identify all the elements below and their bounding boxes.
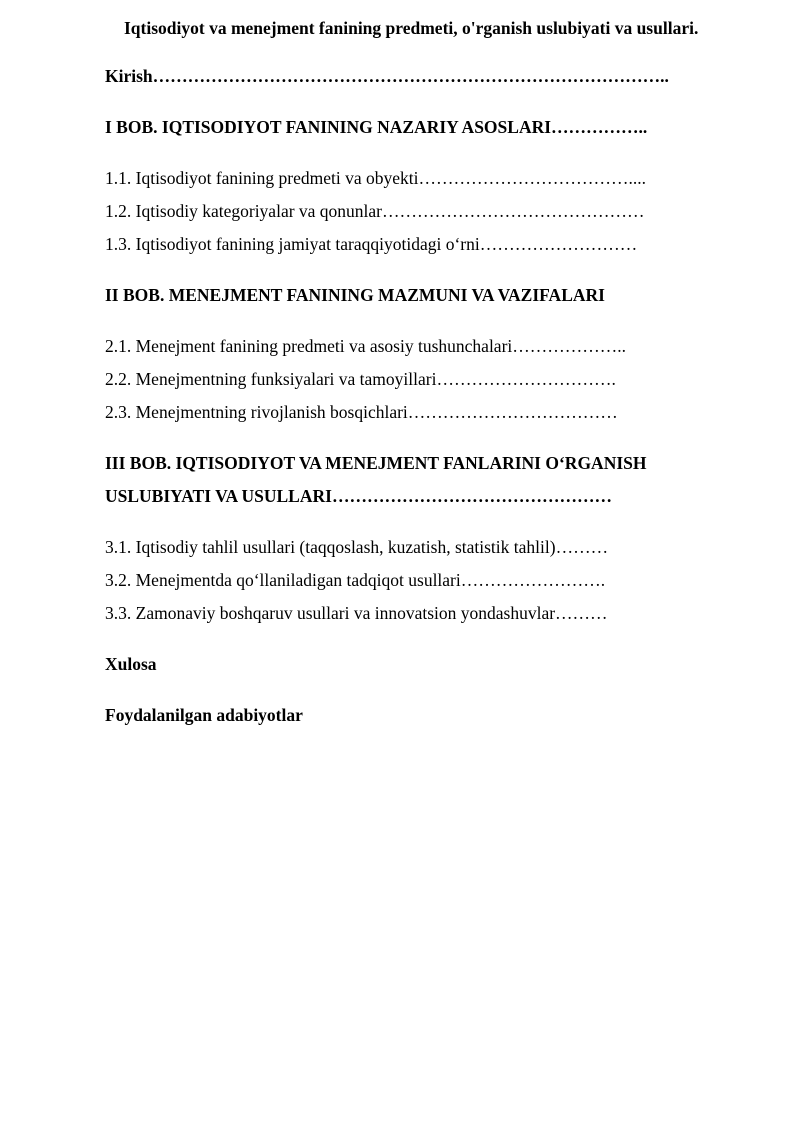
chapter-2-heading: II BOB. MENEJMENT FANINING MAZMUNI VA VAZIFALARI [105,285,605,305]
spacer [105,312,745,330]
spacer [105,261,745,279]
toc-item: 1.2. Iqtisodiy kategoriyalar va qonunlar……………………………………… [105,201,645,221]
toc-item: 2.1. Menejment fanining predmeti va asosiy tushunchalari……………….. [105,336,627,356]
spacer [105,513,745,531]
toc-item: 2.3. Menejmentning rivojlanish bosqichlari……………………………… [105,402,618,422]
toc-item: 3.3. Zamonaviy boshqaruv usullari va innovatsion yondashuvlar……… [105,603,608,623]
chapter-3-heading-line2: USLUBIYATI VA USULLARI………………………………………… [105,486,612,506]
toc-item: 2.2. Menejmentning funksiyalari va tamoyillari…………………………. [105,369,616,389]
toc-item: 1.3. Iqtisodiyot fanining jamiyat taraqqiyotidagi o‘rni……………………… [105,234,638,254]
spacer [105,630,745,648]
toc-item: 3.2. Menejmentda qo‘llaniladigan tadqiqot usullari……………………. [105,570,606,590]
chapter-1-heading: I BOB. IQTISODIYOT FANINING NAZARIY ASOSLARI…………….. [105,117,648,137]
toc-conclusion: Xulosa [105,654,157,674]
spacer [105,144,745,162]
toc-references: Foydalanilgan adabiyotlar [105,705,303,725]
toc-intro: Kirish…………………………………………………………………………….. [105,66,669,86]
toc-item: 3.1. Iqtisodiy tahlil usullari (taqqoslash, kuzatish, statistik tahlil)……… [105,537,609,557]
chapter-3-heading-line1: III BOB. IQTISODIYOT VA MENEJMENT FANLARINI O‘RGANISH [105,453,647,473]
spacer [105,681,745,699]
spacer [105,429,745,447]
table-of-contents [105,60,745,732]
document-title: Iqtisodiyot va menejment fanining predmeti, o'rganish uslubiyati va usullari. [124,18,699,38]
spacer [105,93,745,111]
toc-item: 1.1. Iqtisodiyot fanining predmeti va obyekti……………………………….... [105,168,646,188]
